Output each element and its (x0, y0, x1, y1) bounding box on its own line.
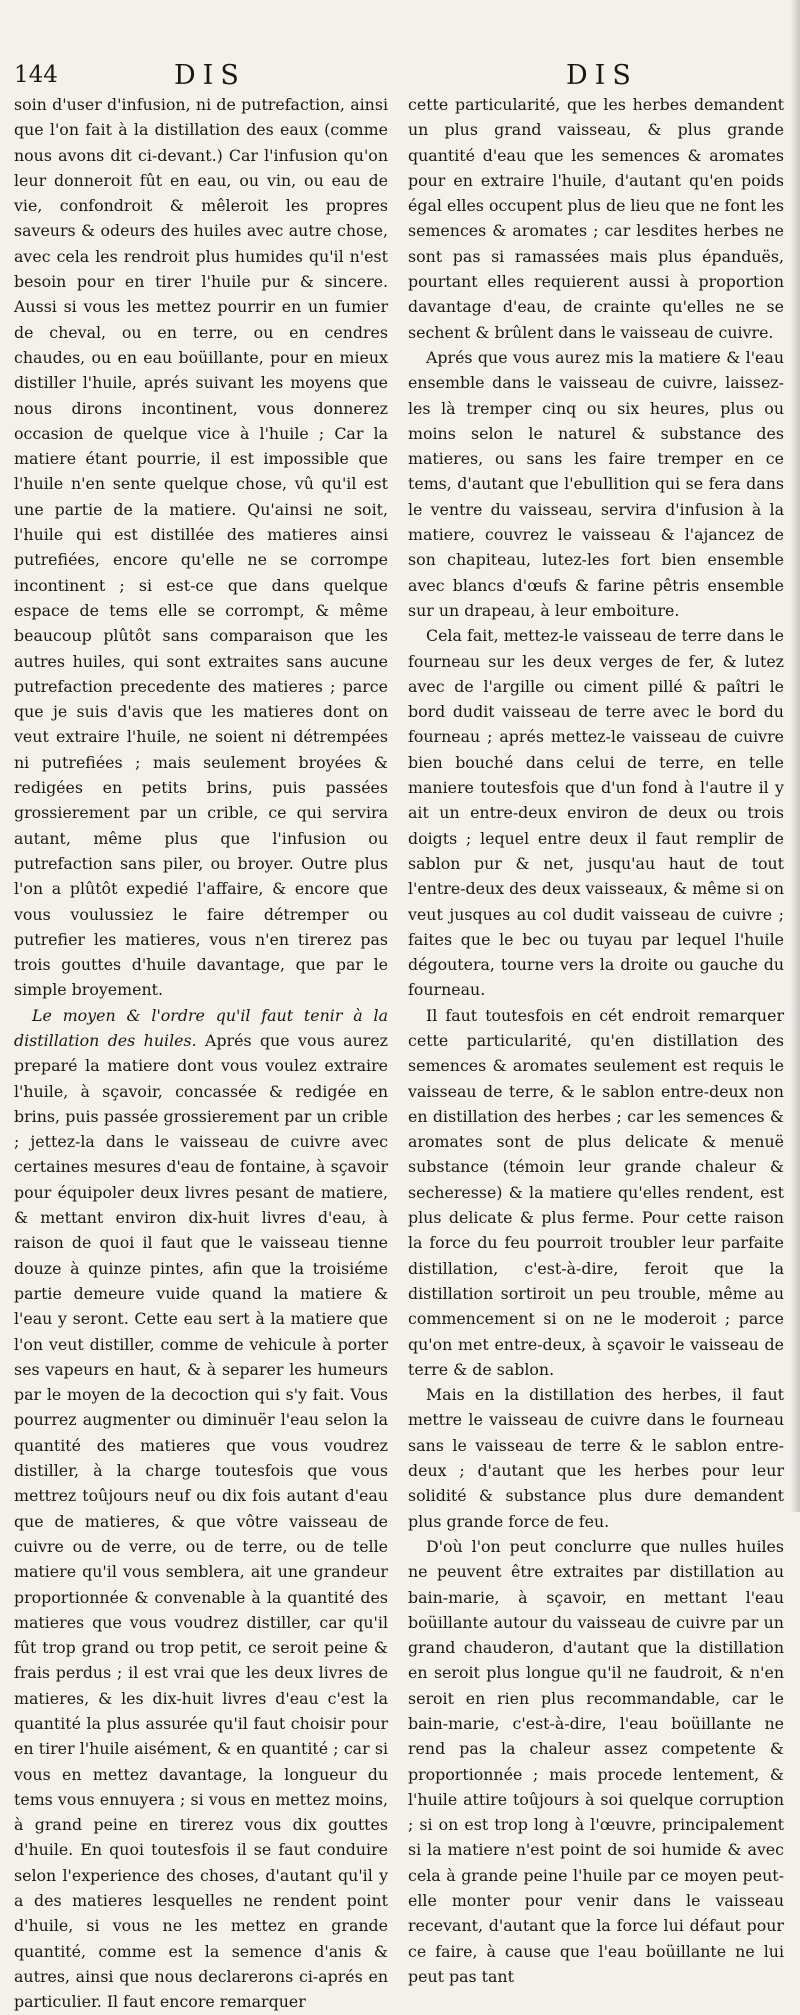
paragraph-with-heading (14, 1003, 388, 2015)
paragraph: soin d'user d'infusion, ni de putrefaction, ainsi que l'on fait à la distillation des eaux (comme nous avons dit ci-devant.) Car l'infusion qu'on leur donneroit fût en eau, ou vin, ou eau de vie, confondroit & mêleroit les propres saveurs & odeurs des huiles avec autre chose, avec cela les rendroit plus humides qu'il n'est besoin pour en tirer l'huile pur & sincere. Aussi si vous les mettez pourrir en un fumier de cheval, ou en terre, ou en cendres chaudes, ou en eau boüillante, pour en mieux distiller l'huile, aprés suivant les moyens que nous dirons incontinent, vous donnerez occasion de quelque vice à l'huile ; Car la matiere étant pourrie, il est impossible que l'huile n'en sente quelque chose, vû qu'il est une partie de la matiere. Qu'ainsi ne soit, l'huile qui est distillée des matieres ainsi putrefiées, encore qu'elle ne se corrompe incontinent ; si est-ce que dans quelque espace de tems elle se corrompt, & même beaucoup plûtôt sans comparaison que les autres huiles, qui sont extraites sans aucune putrefaction precedente des matieres ; parce que je suis d'avis que les matieres dont on veut extraire l'huile, ne soient ni détrempées ni putrefiées ; mais seulement broyées & redigées en petits brins, puis passées grossierement par un crible, ce qui servira autant, même plus que l'infusion ou putrefaction sans piler, ou broyer. Outre plus l'on a plûtôt expedié l'affaire, & encore que vous voulussiez le faire détremper ou putrefier les matieres, vous n'en tirerez pas trois gouttes d'huile davantage, que par le simple broyement. (14, 95, 388, 1000)
paragraph: Il faut toutesfois en cét endroit remarquer cette particularité, qu'en distillation des semences & aromates seulement est requis le vaisseau de terre, & le sablon entre-deux non en distillation des herbes ; car les semences & aromates sont de plus delicate & menuë substance (témoin leur grande chaleur & secheresse) & la matiere qu'elles rendent, est plus delicate & plus ferme. Pour cette raison la force du feu pourroit troubler leur parfaite distillation, c'est-à-dire, feroit que la distillation sortiroit un peu trouble, même au commencement si on ne le moderoit ; parce qu'on met entre-deux, à sçavoir le vaisseau de terre & de sablon. (408, 1005, 784, 1379)
paragraph: D'où l'on peut conclurre que nulles huiles ne peuvent être extraites par distillation au bain-marie, à sçavoir, en mettant l'eau boüillante autour du vaisseau de cuivre par un grand chauderon, d'autant que la distillation en seroit plus longue qu'il ne faudroit, & n'en seroit en rien plus recommandable, car le bain-marie, c'est-à-dire, l'eau boüillante ne rend pas la chaleur assez competente & proportionnée ; mais procede lentement, & l'huile attire toûjours à soi quelque corruption ; si on est trop long à l'œuvre, principalement si la matiere n'est point de soi humide & avec cela à grande peine l'huile par ce moyen peut-elle monter pour venir dans le vaisseau recevant, d'autant que la force lui défaut pour ce faire, à cause que l'eau boüillante ne lui peut pas tant (408, 1536, 784, 1986)
paragraph: cette particularité, que les herbes demandent un plus grand vaisseau, & plus grande quantité d'eau que les semences & aromates pour en extraire l'huile, d'autant qu'en poids égal elles occupent plus de lieu que ne font les semences & aromates ; car lesdites herbes ne sont pas si ramassées mais plus épanduës, pourtant elles requierent aussi à proportion davantage d'eau, de crainte qu'elles ne se sechent & brûlent dans le vaisseau de cuivre. (408, 95, 784, 342)
left-column (14, 92, 388, 2012)
section-heading: Le moyen & l'ordre qu'il faut tenir à la distillation des huiles. (14, 1005, 388, 1050)
page-edge-shadow (790, 0, 800, 1512)
page-number: 144 (14, 62, 58, 88)
paragraph: Cela fait, mettez-le vaisseau de terre dans le fourneau sur les deux verges de fer, & lutez avec de l'argille ou ciment pillé & paîtri le bord dudit vaisseau de terre avec le bord du fourneau ; aprés mettez-le vaisseau de cuivre bien bouché dans celui de terre, en telle maniere toutesfois que d'un fond à l'autre il y ait un entre-deux environ de deux ou trois doigts ; lequel entre deux il faut remplir de sablon pur & net, jusqu'au haut de tout l'entre-deux des deux vaisseaux, & même si on veut jusques au col dudit vaisseau de cuivre ; faites que le bec ou tuyau par lequel l'huile dégoutera, tourne vers la droite ou gauche du fourneau. (408, 626, 784, 1000)
running-head-left: DIS (174, 60, 246, 91)
paragraph: Aprés que vous aurez mis la matiere & l'eau ensemble dans le vaisseau de cuivre, laissez-les là tremper cinq ou six heures, plus ou moins selon le naturel & substance des matieres, ou sans les faire tremper en ce tems, d'autant que l'ebullition qui se fera dans le ventre du vaisseau, servira d'infusion à la matiere, couvrez le vaisseau & l'ajancez de son chapiteau, lutez-les fort bien ensemble avec blancs d'œufs & farine pêtris ensemble sur un drapeau, à leur emboiture. (408, 347, 784, 620)
paragraph: Mais en la distillation des herbes, il faut mettre le vaisseau de cuivre dans le fourneau sans le vaisseau de terre & le sablon entre-deux ; d'autant que les herbes pour leur solidité & substance plus dure demandent plus grande force de feu. (408, 1385, 784, 1531)
running-head-right: DIS (566, 60, 638, 91)
right-column (408, 92, 784, 1986)
paragraph-text: Aprés que vous aurez preparé la matiere dont vous voulez extraire l'huile, à sçavoir, concassée & redigée en brins, puis passée grossierement par un crible ; jettez-la dans le vaisseau de cuivre avec certaines mesures d'eau de fontaine, à sçavoir pour équipoler deux livres pesant de matiere, & mettant environ dix-huit livres d'eau, à raison de quoi il faut que le vaisseau tienne douze à quinze pintes, afin que la troisiéme partie demeure vuide quand la matiere & l'eau y seront. Cette eau sert à la matiere que l'on veut distiller, comme de vehicule à porter ses vapeurs en haut, & à separer les humeurs par le moyen de la decoction qui s'y fait. Vous pourrez augmenter ou diminuër l'eau selon la quantité des matieres que vous voudrez distiller, à la charge toutesfois que vous mettrez toûjours neuf ou dix fois autant d'eau que de matieres, & que vôtre vaisseau de cuivre ou de verre, ou de terre, ou de telle matiere qu'il vous semblera, ait une grandeur proportionnée & convenable à la quantité des matieres que vous voudrez distiller, car qu'il fût trop grand ou trop petit, ce seroit peine & frais perdus ; il est vrai que les deux livres de matieres, & les dix-huit livres d'eau c'est la quantité la plus assurée qu'il faut choisir pour en tirer l'huile aisément, & en quantité ; car si vous en mettez davantage, la longueur du tems vous ennuyera ; si vous en mettez moins, à grand peine en tirerez vous dix gouttes d'huile. En quoi toutesfois il se faut conduire selon l'experience des choses, d'autant qu'il y a des matieres lesquelles ne rendent point d'huile, si vous ne les mettez en grande quantité, comme est la semence d'anis & autres, ainsi que nous declarerons ci-aprés en particulier. Il faut encore remarquer (14, 1030, 388, 2012)
